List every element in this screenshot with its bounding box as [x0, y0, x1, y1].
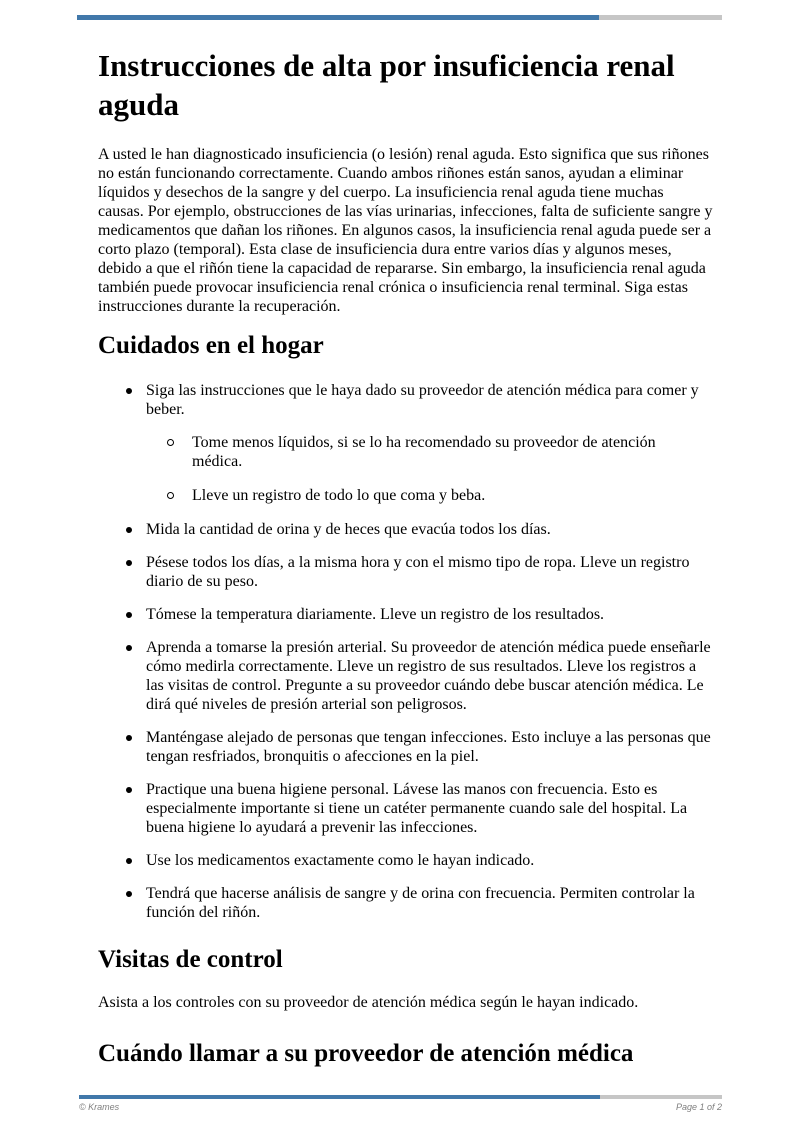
intro-paragraph: A usted le han diagnosticado insuficiencia (o lesión) renal aguda. Esto significa que sus riñones no están funcionando correctamente. Cuando ambos riñones están sanos, ayudan a eliminar líquidos y desechos de la sangre y del cuerpo. La insuficiencia renal aguda tiene muchas causas. Por ejemplo, obstrucciones de las vías urinarias, infecciones, falta de suficiente sangre y medicamentos que dañan los riñones. En algunos casos, la insuficiencia renal aguda puede ser a corto plazo (temporal). Esta clase de insuficiencia dura entre varios días y algunos meses, debido a que el riñón tiene la capacidad de repararse. Sin embargo, la insuficiencia renal aguda también puede provocar insuficiencia renal crónica o insuficiencia renal terminal. Siga estas instrucciones durante la recuperación.: [98, 146, 713, 315]
footer-rule-blue-segment: [79, 1095, 600, 1099]
document-title: Instrucciones de alta por insuficiencia renal aguda: [98, 48, 675, 122]
list-item: [98, 884, 713, 922]
footer-page-number: Page 1 of 2: [675, 1102, 722, 1112]
sub-list-item: [146, 433, 713, 471]
section-heading-when-to-call: Cuándo llamar a su proveedor de atención médica: [98, 1040, 634, 1067]
list-item: [98, 520, 713, 539]
sub-list: [146, 433, 713, 505]
footer-rule-gray-segment: [600, 1095, 722, 1099]
footer-divider-rule: [79, 1095, 722, 1099]
list-item-text: Siga las instrucciones que le haya dado su proveedor de atención médica para comer y beber.: [146, 382, 699, 418]
list-item-text: Use los medicamentos exactamente como le hayan indicado.: [146, 852, 535, 869]
list-item: [98, 780, 713, 837]
list-item: [98, 851, 713, 870]
page-footer: [79, 1095, 722, 1112]
list-item: [98, 605, 713, 624]
list-item-text: Tendrá que hacerse análisis de sangre y de orina con frecuencia. Permiten controlar la función del riñón.: [146, 885, 695, 921]
sub-list-item: [146, 486, 713, 505]
sub-list-item-text: Tome menos líquidos, si se lo ha recomendado su proveedor de atención médica.: [192, 434, 656, 470]
list-item-text: Pésese todos los días, a la misma hora y con el mismo tipo de ropa. Lleve un registro diario de su peso.: [146, 554, 690, 590]
section-heading-follow-up: Visitas de control: [98, 946, 283, 973]
list-item-text: Aprenda a tomarse la presión arterial. Su proveedor de atención médica puede enseñarle cómo medirla correctamente. Lleve un registro de sus resultados. Lleve los registros a las visitas de control. Pregunte a su proveedor cuándo debe buscar atención médica. Le dirá qué niveles de presión arterial son peligrosos.: [146, 639, 711, 713]
home-care-list: [98, 381, 713, 922]
footer-copyright: © Krames: [79, 1102, 120, 1112]
list-item: [98, 381, 713, 505]
follow-up-paragraph: Asista a los controles con su proveedor de atención médica según le hayan indicado.: [98, 994, 639, 1011]
list-item-text: Mida la cantidad de orina y de heces que evacúa todos los días.: [146, 521, 551, 538]
footer-row: [79, 1102, 722, 1112]
list-item: [98, 728, 713, 766]
list-item-text: Practique una buena higiene personal. Lávese las manos con frecuencia. Esto es especialmente importante si tiene un catéter permanente cuando sale del hospital. La buena higiene lo ayudará a prevenir las infecciones.: [146, 781, 688, 836]
list-item: [98, 553, 713, 591]
section-heading-home-care: Cuidados en el hogar: [98, 332, 324, 359]
document-content: [98, 0, 713, 1068]
list-item-text: Tómese la temperatura diariamente. Lleve un registro de los resultados.: [146, 606, 605, 623]
list-item: [98, 638, 713, 714]
sub-list-item-text: Lleve un registro de todo lo que coma y beba.: [192, 487, 486, 504]
list-item-text: Manténgase alejado de personas que tengan infecciones. Esto incluye a las personas que tengan resfriados, bronquitis o afecciones en la piel.: [146, 729, 711, 765]
